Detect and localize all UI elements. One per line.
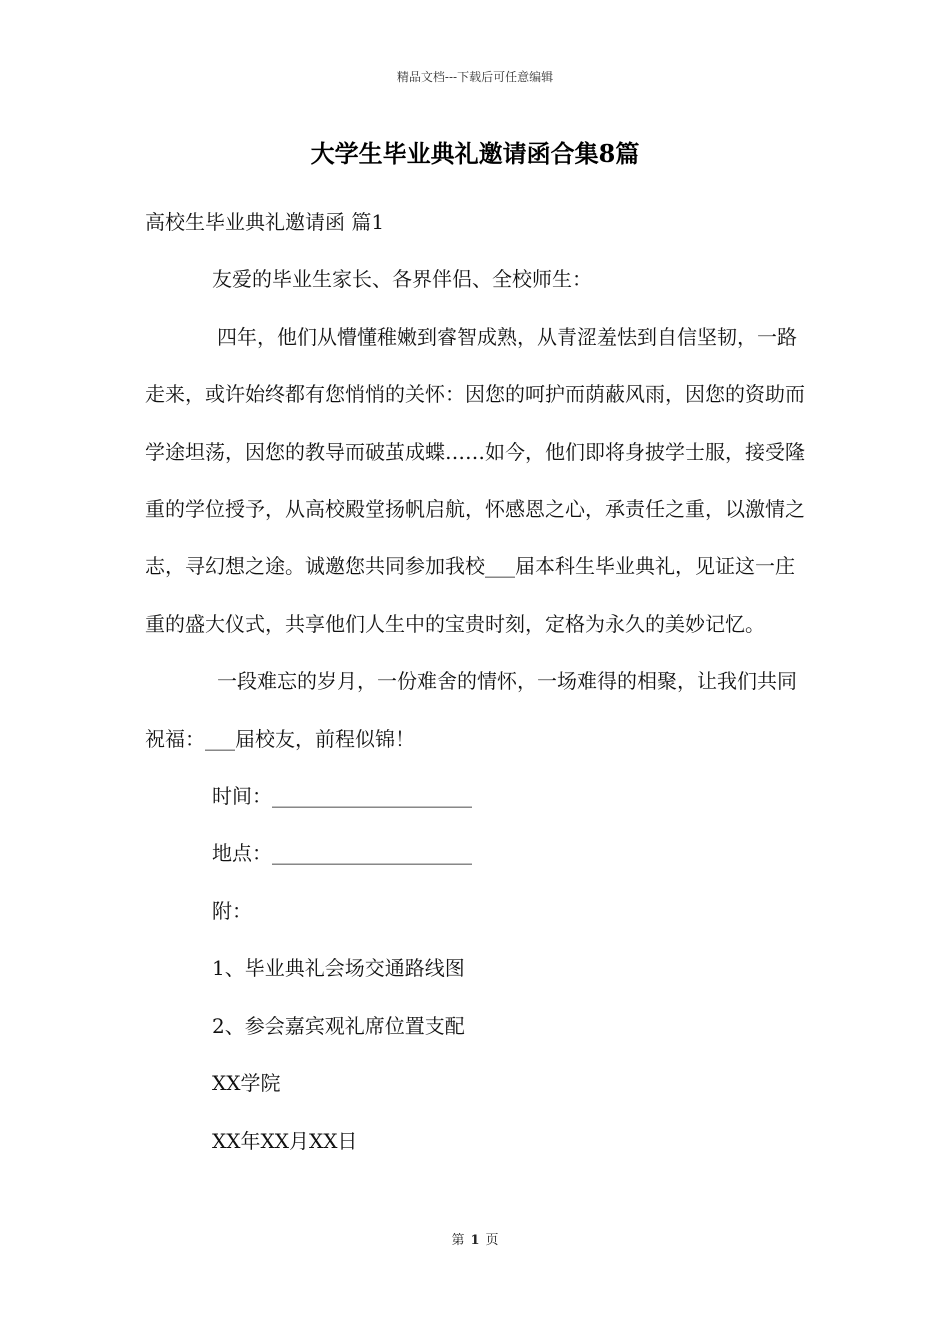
signature: XX学院 (212, 1071, 281, 1096)
date: XX年XX月XX日 (212, 1128, 358, 1153)
attachment-item-2: 2、参会嘉宾观礼席位置支配 (212, 1013, 465, 1038)
footer-prefix: 第 (451, 1233, 465, 1248)
section-heading: 高校生毕业典礼邀请函 篇1 (145, 210, 385, 234)
paragraph-2: 一段难忘的岁月，一份难舍的情怀，一场难得的相聚，让我们共同祝福：___届校友，前程似锦！ (145, 669, 797, 751)
paragraph-1: 四年，他们从懵懂稚嫩到睿智成熟，从青涩羞怯到自信坚韧，一路走来，或许始终都有您悄悄的关怀：因您的呵护而荫蔽风雨，因您的资助而学途坦荡，因您的教导而破茧成蝶……如今，他们即将身披学士服，接受隆重的学位授予，从高校殿堂扬帆启航，怀感恩之心，承责任之重，以激情之志，寻幻想之途。诚邀您共同参加我校___届本科生毕业典礼，见证这一庄重的盛大仪式，共享他们人生中的宝贵时刻，定格为永久的美妙记忆。 (145, 324, 805, 636)
attachment-item-1: 1、毕业典礼会场交通路线图 (212, 956, 465, 981)
page-number: 1 (470, 1233, 480, 1248)
page-header: 精品文档---下载后可任意编辑 (396, 70, 554, 84)
greeting: 友爱的毕业生家长、各界伴侣、全校师生： (212, 267, 592, 292)
document-title: 大学生毕业典礼邀请函合集8篇 (310, 139, 640, 168)
footer-suffix: 页 (485, 1233, 499, 1248)
document-body (145, 194, 810, 1170)
place-line: 地点：____________________ (212, 841, 472, 866)
time-line: 时间：____________________ (212, 784, 472, 809)
attachment-label: 附： (212, 898, 252, 923)
page-footer (0, 1229, 950, 1248)
